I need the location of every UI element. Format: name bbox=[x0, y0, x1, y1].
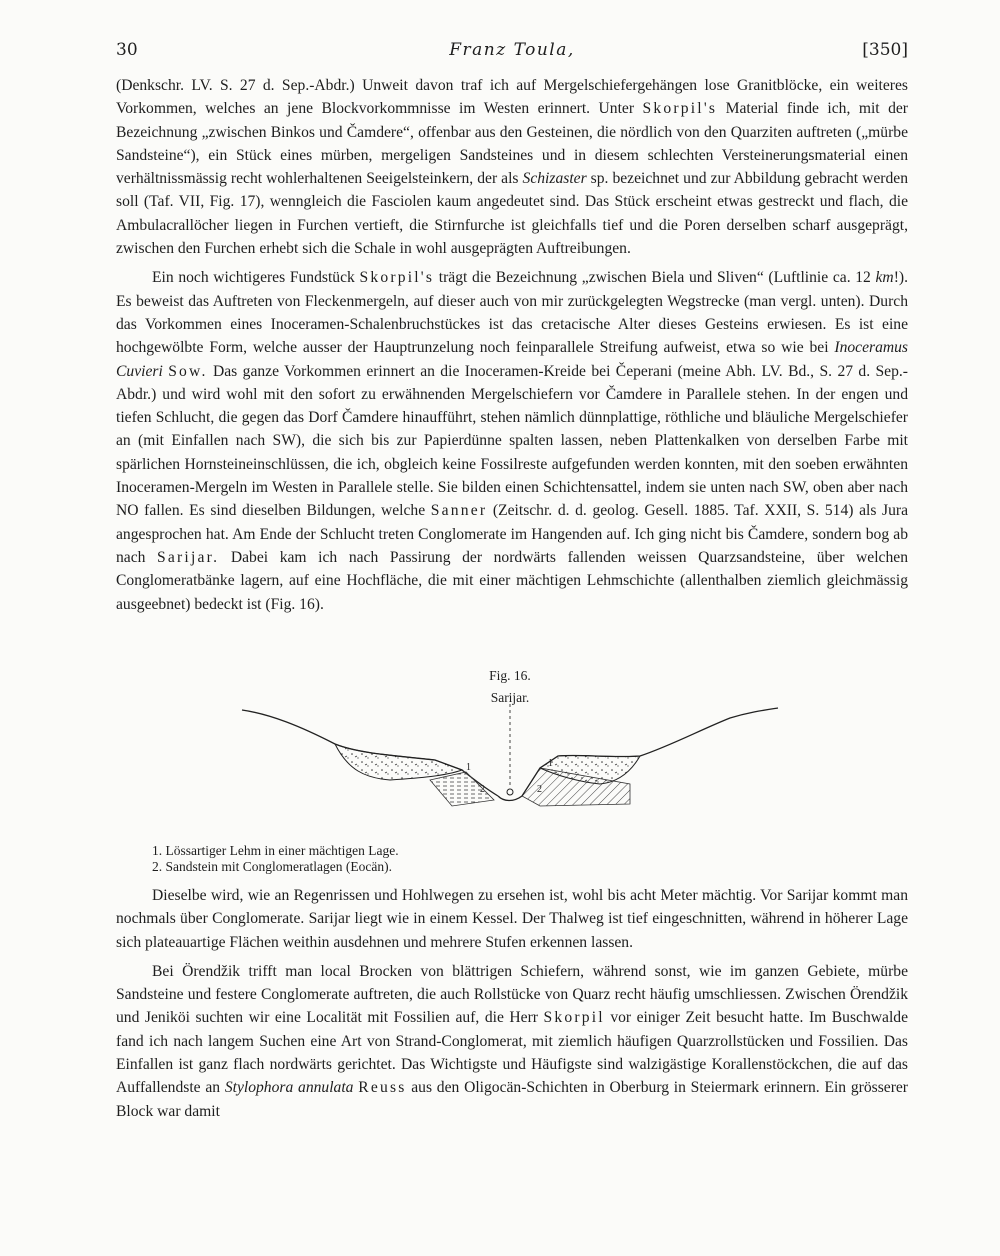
italic-text: Stylophora annulata bbox=[224, 1079, 354, 1097]
figure-legend-item-2: 2. Sandstein mit Conglomeratlagen (Eocän). bbox=[152, 859, 392, 874]
page-number: 30 bbox=[116, 40, 138, 60]
figure-legend-item-1: 1. Lössartiger Lehm in einer mächtigen Lage. bbox=[152, 843, 399, 858]
paragraph bbox=[116, 960, 908, 1123]
text-run: vor einiger Zeit besucht hatte. Im Buschwalde fand ich nach langem Suchen eine Art von Strand-Conglomerat, mit ziemlich häufigen Quarzrollstücken und Fossilien. Das Einfallen ist ganz flach nordwärts gerichtet. Das Wichtigste und Häufigste sind walzigästige Korallenstöckchen, die auf das Auffallendste an bbox=[116, 1009, 909, 1097]
text-run: trägt die Bezeichnung „zwischen Biela und Sliven“ (Luftlinie ca. 12 bbox=[434, 269, 876, 287]
marker-1-right: 1 bbox=[548, 758, 553, 769]
italic-text: Schizaster bbox=[522, 170, 587, 188]
text-run: !). Es beweist das Auftreten von Fleckenmergeln, auf dieser auch von mir zurückgelegten Wegstrecke (man vergl. unten). Durch das Vorkommen eines Inoceramen-Schalenbruchstückes ist das cretacische Alter dieses Gesteins erwiesen. Es ist eine hochgewölbte Form, welche ausser der Hauptrunzelung noch feinparallele Streifung aufweist, etwa so wie bei bbox=[116, 269, 908, 357]
valley-floor bbox=[498, 796, 522, 801]
text-run: (Denkschr. LV. S. 27 d. Sep.-Abdr.) Unweit davon traf ich auf Mergelschiefergehängen lose Granitblöcke, ein weiteres Vorkommen, welches an jene Blockvorkommnisse im Westen erinnert. Unter bbox=[116, 77, 908, 118]
paragraph bbox=[116, 884, 908, 954]
spaced-name: Sow. bbox=[168, 362, 208, 380]
running-author: Franz Toula, bbox=[449, 40, 575, 60]
text-run: Dabei kam ich nach Passirung der nordwärts fallenden weissen Quarzsandsteine, über welchen Conglomeratbänke lagern, auf eine Hochfläche, die mit einer mächtigen Lehmschichte (allenthalben ziemlich gleichmässig ausgeebnet) bedeckt ist (Fig. 16). bbox=[116, 548, 908, 613]
text-run: Dieselbe wird, wie an Regenrissen und Hohlwegen zu ersehen ist, wohl bis acht Meter mächtig. Vor Sarijar kommt man nochmals über Conglomerate. Sarijar liegt wie in einem Kessel. Der Thalweg ist tief eingeschnitten, während in höherer Lage sich plateauartige Flächen weithin ausdehnen und mehrere Stufen erkennen lassen. bbox=[116, 887, 908, 951]
spaced-name: Sanner bbox=[430, 502, 488, 520]
page-reference: [350] bbox=[862, 40, 908, 60]
text-run: Ein noch wichtigeres Fundstück bbox=[152, 269, 360, 287]
text-block-bottom bbox=[116, 884, 908, 1129]
text-run: sp. bezeichnet und zur Abbildung gebracht werden soll (Taf. VII, Fig. 17), wenngleich die Fasciolen kaum angedeutet sind. Das Stück erscheint etwas gestreckt und flach, die Ambulacrallöcher liegen in Furchen vertieft, die Stirnfurche ist gleichfalls tief und die Poren derselben scharf ausgeprägt, zwischen den Furchen erhebt sich die Schale in wohl ausgeprägten Auftreibungen. bbox=[116, 170, 908, 258]
page-header bbox=[116, 40, 908, 66]
cross-section-figure bbox=[240, 696, 780, 826]
marker-2-left: 2 bbox=[480, 784, 485, 795]
text-run: aus den Oligocän-Schichten in Oberburg in Steiermark erinnern. Ein grösserer Block war damit bbox=[116, 1079, 909, 1120]
spaced-name: Skorpil's bbox=[642, 100, 718, 118]
settlement-marker bbox=[507, 789, 513, 795]
marker-1-left: 1 bbox=[466, 762, 471, 773]
cross-section-drawing bbox=[240, 696, 780, 826]
figure-number: Fig. 16. bbox=[489, 668, 531, 683]
paragraph bbox=[116, 74, 908, 260]
spaced-name: Skorpil bbox=[543, 1009, 605, 1027]
loess-layer-left bbox=[335, 744, 462, 780]
spaced-name: Sarijar. bbox=[157, 548, 220, 566]
marker-2-right: 2 bbox=[537, 784, 542, 795]
italic-text: km bbox=[875, 269, 894, 287]
paragraph bbox=[116, 266, 908, 615]
italic-text: Inoceramus Cuvieri bbox=[116, 339, 908, 380]
text-run: Das ganze Vorkommen erinnert an die Inoceramen-Kreide bei Čeperani (meine Abh. LV. Bd., S. 27 d. Sep.-Abdr.) und wird wohl mit den sofort zu erwähnenden Mergelschiefern vor Čamdere in Parallele stehen. In der engen und tiefen Schlucht, die gegen das Dorf Čamdere hinaufführt, stehen nämlich dünnplattige, röthliche und bläuliche Mergelschiefer an (mit Einfallen nach SW), die sich bis zur Papierdünne spalten lassen, neben Plattenkalken von derselben Farbe mit spärlichen Hornsteineinschlüssen, die ich, obgleich keine Fossilreste aufgefunden werden konnten, mit den soeben erwähnten Inoceramen-Mergeln im Westen in Parallele stelle. Sie bilden einen Schichtensattel, indem sie unten nach SW, oben aber nach NO fallen. Es sind dieselben Bildungen, welche bbox=[116, 362, 908, 520]
spaced-name: Reuss bbox=[358, 1079, 407, 1097]
text-run: Bei Örendžik trifft man local Brocken von blättrigen Schiefern, während sonst, wie im ganzen Gebiete, mürbe Sandsteine und festere Conglomerate auftreten, die auch Rollstücke von Quarz recht häufig umschliessen. Zwischen Örendžik und Jeniköi suchten wir eine Localität mit Fossilien auf, die Herr bbox=[116, 962, 908, 1027]
figure-place-label: Sarijar. bbox=[490, 690, 530, 705]
text-run: Material finde ich, mit der Bezeichnung „zwischen Binkos und Čamdere“, offenbar aus den Gesteinen, die nördlich von den Quarziten auftreten („mürbe Sandsteine“), ein Stück eines mürben, mergeligen Sandsteines und in diesem schlechten Versteinerungsmaterial einen verhältnissmässig recht wohlerhaltenen Seeigelsteinkern, der als bbox=[116, 100, 908, 188]
spaced-name: Skorpil's bbox=[359, 269, 435, 287]
text-block-top bbox=[116, 74, 908, 622]
text-run: (Zeitschr. d. d. geolog. Gesell. 1885. Taf. XXII, S. 514) als Jura angesprochen hat. Am Ende der Schlucht treten Conglomerate im Hangenden auf. Ich ging nicht bis Čamdere, sondern bog ab nach bbox=[116, 502, 908, 566]
